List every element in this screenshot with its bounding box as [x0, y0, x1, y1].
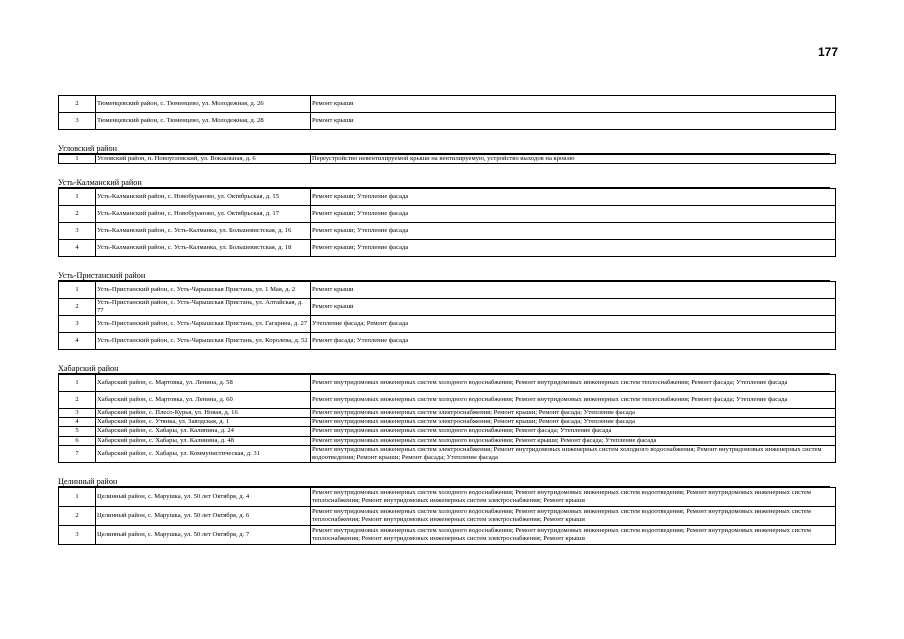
- address-cell: Целинный район, с. Марушка, ул. 50 лет Октября, д. 6: [96, 506, 311, 525]
- works-cell: Ремонт внутридомовых инженерных систем электроснабжения; Ремонт внутридомовых инженерных систем холодного водоснабжения; Ремонт внутридомовых инженерных систем водоотведения; Ремонт крыши; Ремонт фасада; Утепление фасада: [311, 445, 836, 462]
- works-cell: Ремонт крыши; Утепление фасада: [311, 189, 836, 206]
- address-cell: Тюменцевский район, с. Тюменцево, ул. Молодежная, д. 26: [96, 96, 311, 113]
- table-row: [59, 487, 836, 506]
- works-cell: Ремонт внутридомовых инженерных систем электроснабжения; Ремонт крыши; Ремонт фасада; Утепление фасада: [311, 418, 836, 427]
- table-row: [59, 96, 836, 113]
- works-cell: Ремонт крыши; Утепление фасада: [311, 240, 836, 257]
- address-cell: Хабарский район, с. Мартовка, ул. Ленина, д. 58: [96, 375, 311, 392]
- row-number: 3: [59, 223, 96, 240]
- address-cell: Усть-Пристанский район, с. Усть-Чарышская Пристань, ул. Алтайская, д. 77: [96, 299, 311, 316]
- region-title: Усть-Пристанский район: [58, 269, 830, 281]
- row-number: 3: [59, 113, 96, 130]
- row-number: 1: [59, 487, 96, 506]
- works-cell: Ремонт внутридомовых инженерных систем электроснабжения; Ремонт крыши; Ремонт фасада; Утепление фасада: [311, 409, 836, 418]
- region-table: [58, 374, 836, 463]
- table-row: [59, 418, 836, 427]
- region-table: [58, 154, 836, 164]
- table-row: [59, 316, 836, 333]
- works-cell: Ремонт крыши: [311, 299, 836, 316]
- works-cell: Утепление фасада; Ремонт фасада: [311, 316, 836, 333]
- table-row: [59, 240, 836, 257]
- address-cell: Усть-Калманский район, с. Усть-Калманка, ул. Большевистская, д. 16: [96, 223, 311, 240]
- address-cell: Тюменцевский район, с. Тюменцево, ул. Молодежная, д. 28: [96, 113, 311, 130]
- row-number: 3: [59, 409, 96, 418]
- works-cell: Ремонт внутридомовых инженерных систем холодного водоснабжения; Ремонт крыши; Ремонт фасада; Утепление фасада: [311, 436, 836, 445]
- address-cell: Хабарский район, с. Хабары, ул. Калинина, д. 24: [96, 427, 311, 436]
- spacer: [58, 350, 830, 362]
- row-number: 2: [59, 96, 96, 113]
- row-number: 3: [59, 525, 96, 544]
- address-cell: Целинный район, с. Марушка, ул. 50 лет Октября, д. 4: [96, 487, 311, 506]
- table-row: [59, 155, 836, 164]
- works-cell: Ремонт крыши: [311, 282, 836, 299]
- region-table: [58, 188, 836, 257]
- table-row: [59, 113, 836, 130]
- row-number: 4: [59, 418, 96, 427]
- table-row: [59, 409, 836, 418]
- table-row: [59, 427, 836, 436]
- table-row: [59, 333, 836, 350]
- row-number: 3: [59, 316, 96, 333]
- intro-table: [58, 95, 836, 130]
- document-body: [58, 95, 830, 545]
- address-cell: Хабарский район, с. Плесо-Курья, ул. Новая, д. 16: [96, 409, 311, 418]
- table-row: [59, 223, 836, 240]
- works-cell: Ремонт внутридомовых инженерных систем холодного водоснабжения; Ремонт фасада; Утепление фасада: [311, 427, 836, 436]
- address-cell: Целинный район, с. Марушка, ул. 50 лет Октября, д. 7: [96, 525, 311, 544]
- region-title: Угловский район: [58, 142, 830, 154]
- spacer: [58, 130, 830, 142]
- region-title: Целинный район: [58, 475, 830, 487]
- row-number: 4: [59, 240, 96, 257]
- region-table: [58, 487, 836, 545]
- address-cell: Усть-Пристанский район, с. Усть-Чарышская Пристань, ул. 1 Мая, д. 2: [96, 282, 311, 299]
- address-cell: Усть-Пристанский район, с. Усть-Чарышская Пристань, ул. Королева, д. 52: [96, 333, 311, 350]
- region-title: Усть-Калманский район: [58, 176, 830, 188]
- table-row: [59, 436, 836, 445]
- address-cell: Усть-Калманский район, с. Новобураново, ул. Октябрьская, д. 17: [96, 206, 311, 223]
- works-cell: Ремонт внутридомовых инженерных систем холодного водоснабжения; Ремонт внутридомовых инженерных систем водоотведения; Ремонт внутридомовых инженерных систем теплоснабжения; Ремонт внутридомовых инженерных систем электроснабжения; Ремонт крыши: [311, 487, 836, 506]
- works-cell: Ремонт фасада; Утепление фасада: [311, 333, 836, 350]
- row-number: 2: [59, 299, 96, 316]
- table-row: [59, 506, 836, 525]
- table-row: [59, 299, 836, 316]
- works-cell: Ремонт внутридомовых инженерных систем холодного водоснабжения; Ремонт внутридомовых инженерных систем теплоснабжения; Ремонт фасада; Утепление фасада: [311, 375, 836, 392]
- region-table: [58, 281, 836, 350]
- address-cell: Угловский район, п. Новоугловский, ул. Вокзальная, д. 6: [96, 155, 311, 164]
- works-cell: Ремонт крыши: [311, 96, 836, 113]
- row-number: 1: [59, 155, 96, 164]
- table-row: [59, 206, 836, 223]
- address-cell: Усть-Калманский район, с. Усть-Калманка, ул. Большевистская, д. 18: [96, 240, 311, 257]
- address-cell: Усть-Калманский район, с. Новобураново, ул. Октябрьская, д. 15: [96, 189, 311, 206]
- works-cell: Ремонт внутридомовых инженерных систем холодного водоснабжения; Ремонт внутридомовых инженерных систем водоотведения; Ремонт внутридомовых инженерных систем теплоснабжения; Ремонт внутридомовых инженерных систем электроснабжения; Ремонт крыши: [311, 506, 836, 525]
- row-number: 2: [59, 392, 96, 409]
- row-number: 5: [59, 427, 96, 436]
- table-row: [59, 375, 836, 392]
- address-cell: Хабарский район, с. Мартовка, ул. Ленина, д. 60: [96, 392, 311, 409]
- page-number: 177: [818, 45, 839, 59]
- works-cell: Ремонт крыши; Утепление фасада: [311, 206, 836, 223]
- row-number: 7: [59, 445, 96, 462]
- spacer: [58, 164, 830, 176]
- address-cell: Хабарский район, с. Хабары, ул. Коммунистическая, д. 31: [96, 445, 311, 462]
- table-row: [59, 525, 836, 544]
- address-cell: Хабарский район, с. Хабары, ул. Калинина, д. 48: [96, 436, 311, 445]
- table-row: [59, 445, 836, 462]
- address-cell: Хабарский район, с. Утянка, ул. Заводская, д. 1: [96, 418, 311, 427]
- row-number: 4: [59, 333, 96, 350]
- spacer: [58, 257, 830, 269]
- address-cell: Усть-Пристанский район, с. Усть-Чарышская Пристань, ул. Гагарина, д. 27: [96, 316, 311, 333]
- row-number: 2: [59, 206, 96, 223]
- works-cell: Ремонт крыши: [311, 113, 836, 130]
- works-cell: Ремонт внутридомовых инженерных систем холодного водоснабжения; Ремонт внутридомовых инженерных систем водоотведения; Ремонт внутридомовых инженерных систем теплоснабжения; Ремонт внутридомовых инженерных систем электроснабжения; Ремонт крыши: [311, 525, 836, 544]
- table-row: [59, 392, 836, 409]
- row-number: 1: [59, 282, 96, 299]
- row-number: 1: [59, 375, 96, 392]
- works-cell: Ремонт крыши; Утепление фасада: [311, 223, 836, 240]
- row-number: 1: [59, 189, 96, 206]
- region-title: Хабарский район: [58, 362, 830, 374]
- works-cell: Ремонт внутридомовых инженерных систем холодного водоснабжения; Ремонт внутридомовых инженерных систем теплоснабжения; Ремонт фасада; Утепление фасада: [311, 392, 836, 409]
- row-number: 2: [59, 506, 96, 525]
- table-row: [59, 189, 836, 206]
- table-row: [59, 282, 836, 299]
- spacer: [58, 463, 830, 475]
- works-cell: Переустройство невентилируемой крыши на вентилируемую, устройство выходов на кровлю: [311, 155, 836, 164]
- row-number: 6: [59, 436, 96, 445]
